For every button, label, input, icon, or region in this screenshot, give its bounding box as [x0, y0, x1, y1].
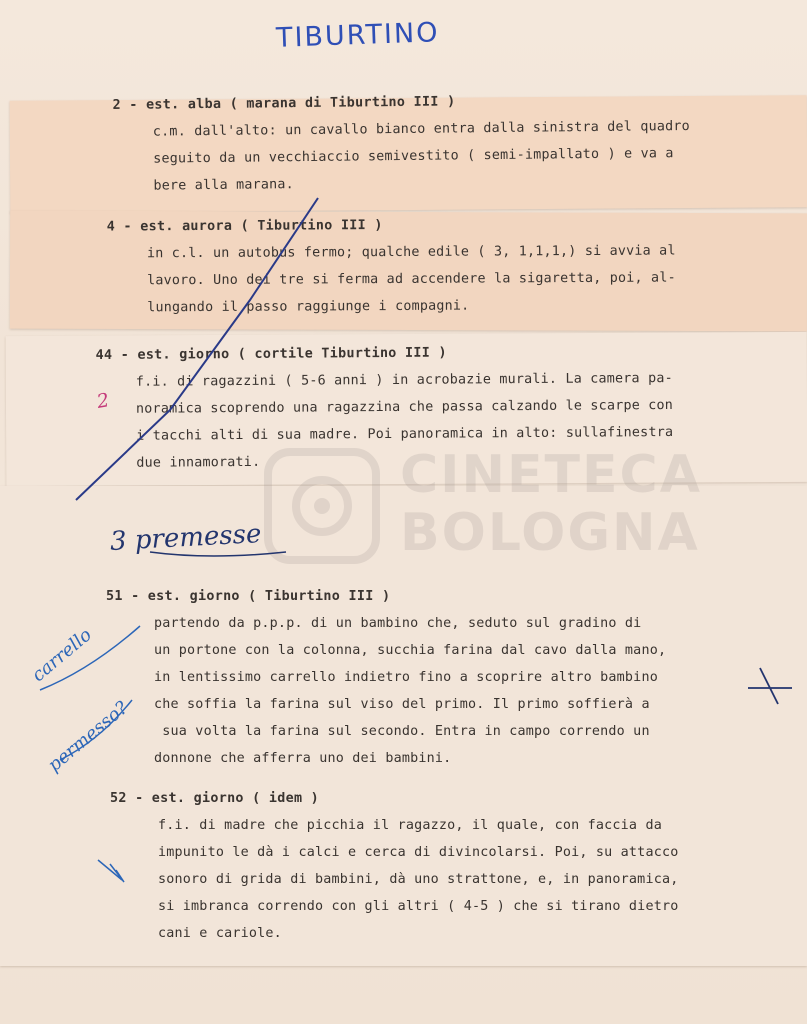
scene-line: f.i. di ragazzini ( 5-6 anni ) in acrobazie murali. La camera pa- — [135, 370, 673, 390]
scene-heading: 52 - est. giorno ( idem ) — [110, 791, 320, 806]
scene-line: sua volta la farina sul secondo. Entra in campo correndo un — [154, 724, 650, 739]
handwritten-note-permesso: permesso? — [44, 697, 133, 777]
watermark-line: CINETECA — [400, 445, 702, 505]
scene-line: c.m. dall'alto: un cavallo bianco entra dalla sinistra del quadro — [152, 118, 690, 140]
scene-line: donnone che afferra uno dei bambini. — [154, 751, 452, 766]
scene-body — [96, 371, 674, 471]
scene-heading: 2 - est. alba ( marana di Tiburtino III ) — [112, 94, 456, 114]
scene-line: in lentissimo carrello indietro fino a scoprire altro bambino — [154, 670, 658, 685]
scene-line: impunito le dà i calci e cerca di divincolarsi. Poi, su attacco — [158, 845, 679, 860]
scene-line: partendo da p.p.p. di un bambino che, seduto sul gradino di — [154, 616, 642, 631]
scene-body — [110, 818, 679, 941]
scene-line: due innamorati. — [136, 454, 261, 471]
scene-heading: 44 - est. giorno ( cortile Tiburtino III ) — [95, 345, 447, 364]
scene-heading: 4 - est. aurora ( Tiburtino III ) — [106, 218, 383, 235]
scene-line: si imbranca correndo con gli altri ( 4-5 ) che si tirano dietro — [158, 899, 679, 914]
scene-block — [96, 344, 674, 471]
handwritten-note-premesse: 3 premesse — [109, 519, 263, 557]
scene-block — [113, 92, 691, 194]
scene-body — [107, 244, 676, 316]
scene-block — [107, 217, 676, 316]
scene-block — [106, 589, 666, 766]
scene-line: un portone con la colonna, succhia farina dal cavo dalla mano, — [154, 643, 667, 658]
scene-line: lavoro. Uno dei tre si ferma ad accendere la sigaretta, poi, al- — [147, 270, 676, 289]
scene-line: cani e cariole. — [158, 926, 282, 941]
scene-line: sonoro di grida di bambini, dà uno strattone, e, in panoramica, — [158, 872, 679, 887]
handwritten-note-number: 2 — [95, 389, 111, 413]
scene-body — [113, 119, 691, 194]
scene-line: lungando il passo raggiunge i compagni. — [147, 298, 470, 316]
handwritten-title: TIBURTINO — [275, 17, 440, 54]
scene-block — [110, 791, 679, 941]
scene-line: f.i. di madre che picchia il ragazzo, il quale, con faccia da — [158, 818, 662, 833]
scene-line: seguito da un vecchiaccio semivestito ( semi-impallato ) e va a — [153, 146, 674, 167]
scene-line: bere alla marana. — [153, 177, 294, 194]
scene-body — [106, 616, 666, 766]
watermark-line: BOLOGNA — [400, 503, 700, 563]
scene-line: in c.l. un autobus fermo; qualche edile ( 3, 1,1,1,) si avvia al — [146, 243, 676, 262]
scene-heading: 51 - est. giorno ( Tiburtino III ) — [106, 589, 391, 604]
scene-line: noramica scoprendo una ragazzina che passa calzando le scarpe con — [135, 397, 674, 417]
scene-line: che soffia la farina sul viso del primo. Il primo soffierà a — [154, 697, 650, 712]
handwritten-note-carrello: carrello — [28, 624, 96, 687]
scene-line: i tacchi alti di sua madre. Poi panoramica in alto: sullafinestra — [136, 424, 674, 444]
